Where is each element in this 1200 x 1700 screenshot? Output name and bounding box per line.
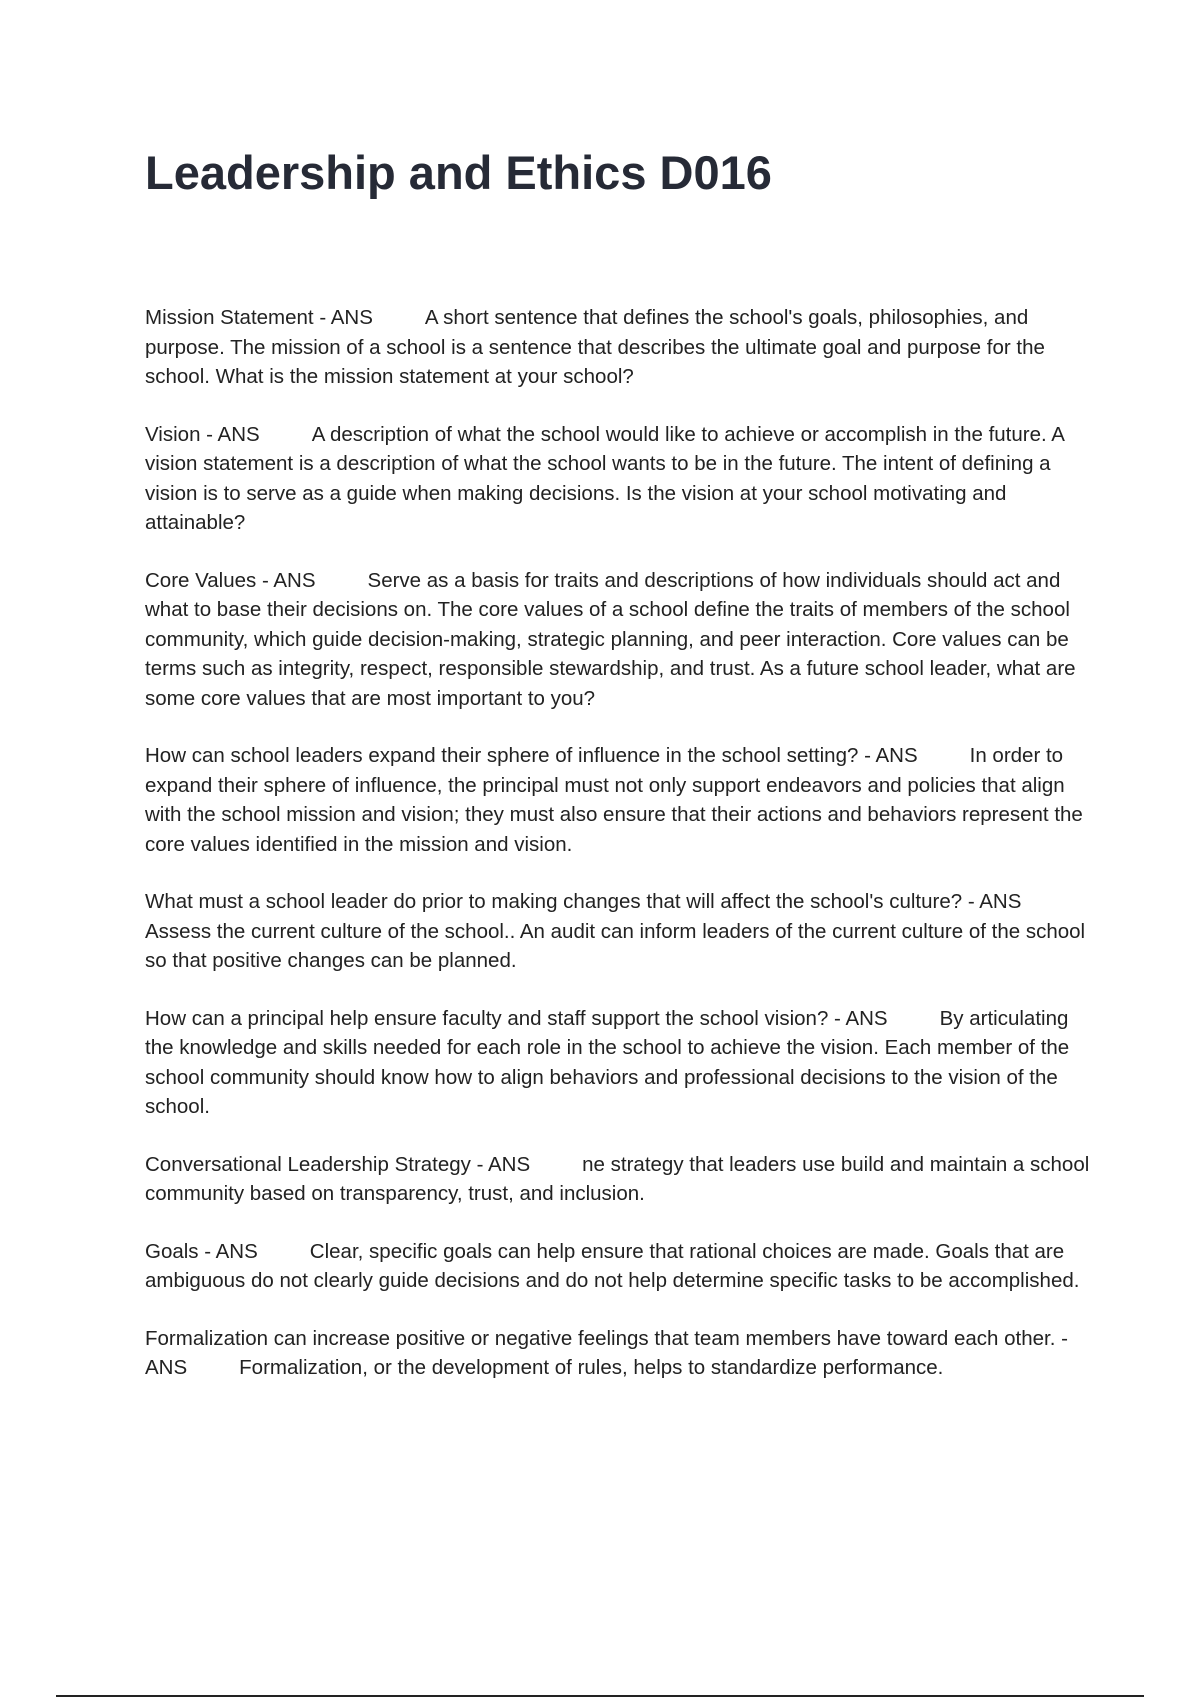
entry-term: Formalization can increase positive or negative feelings that team members have toward each other. - ANS <box>145 1326 1068 1379</box>
flashcard-entry <box>145 420 1095 538</box>
entry-answer: A short sentence that defines the school's goals, philosophies, and purpose. The mission of a school is a sentence that describes the ultimate goal and purpose for the school. What is the mission statement at your school? <box>145 306 1045 388</box>
entry-answer: A description of what the school would like to achieve or accomplish in the future. A vision statement is a description of what the school wants to be in the future. The intent of defining a vision is to serve as a guide when making decisions. Is the vision at your school motivating and attainable? <box>145 422 1064 534</box>
flashcard-entry <box>145 1324 1095 1383</box>
entry-answer: Serve as a basis for traits and descriptions of how individuals should act and what to base their decisions on. The core values of a school define the traits of members of the school community, which guide decision-making, strategic planning, and peer interaction. Core values can be terms such as integrity, respect, responsible stewardship, and trust. As a future school leader, what are some core values that are most important to you? <box>145 568 1076 710</box>
flashcard-list <box>145 303 1095 1411</box>
entry-term: How can a principal help ensure faculty and staff support the school vision? - ANS <box>145 1006 888 1030</box>
entry-answer: ne strategy that leaders use build and maintain a school community based on transparency, trust, and inclusion. <box>145 1152 1090 1205</box>
flashcard-entry <box>145 303 1095 392</box>
entry-term: Mission Statement - ANS <box>145 306 373 329</box>
page-title: Leadership and Ethics D016 <box>145 146 772 199</box>
flashcard-entry <box>145 741 1095 859</box>
entry-term: What must a school leader do prior to making changes that will affect the school's culture? - ANS <box>145 890 1022 913</box>
entry-answer: Assess the current culture of the school.. An audit can inform leaders of the current culture of the school so that positive changes can be planned. <box>145 919 1086 972</box>
footer-divider <box>56 1695 1144 1697</box>
entry-term: Conversational Leadership Strategy - ANS <box>145 1152 531 1176</box>
flashcard-entry <box>145 1004 1095 1122</box>
flashcard-entry <box>145 566 1095 714</box>
flashcard-entry <box>145 887 1095 976</box>
flashcard-entry <box>145 1150 1095 1209</box>
entry-answer: By articulating the knowledge and skills needed for each role in the school to achieve the vision. Each member of the school community should know how to align behaviors and professional decisions to the vision of the school. <box>145 1006 1070 1118</box>
entry-term: Core Values - ANS <box>145 568 316 592</box>
entry-term: Goals - ANS <box>145 1239 258 1263</box>
entry-answer: Clear, specific goals can help ensure that rational choices are made. Goals that are ambiguous do not clearly guide decisions and do not help determine specific tasks to be accomplished. <box>145 1239 1080 1292</box>
entry-term: Vision - ANS <box>145 422 260 446</box>
entry-answer: In order to expand their sphere of influence, the principal must not only support endeavors and policies that align with the school mission and vision; they must also ensure that their actions and behaviors represent the core values identified in the mission and vision. <box>145 744 1083 856</box>
flashcard-entry <box>145 1237 1095 1296</box>
entry-answer: Formalization, or the development of rules, helps to standardize performance. <box>239 1356 944 1379</box>
entry-term: How can school leaders expand their sphere of influence in the school setting? - ANS <box>145 744 918 767</box>
